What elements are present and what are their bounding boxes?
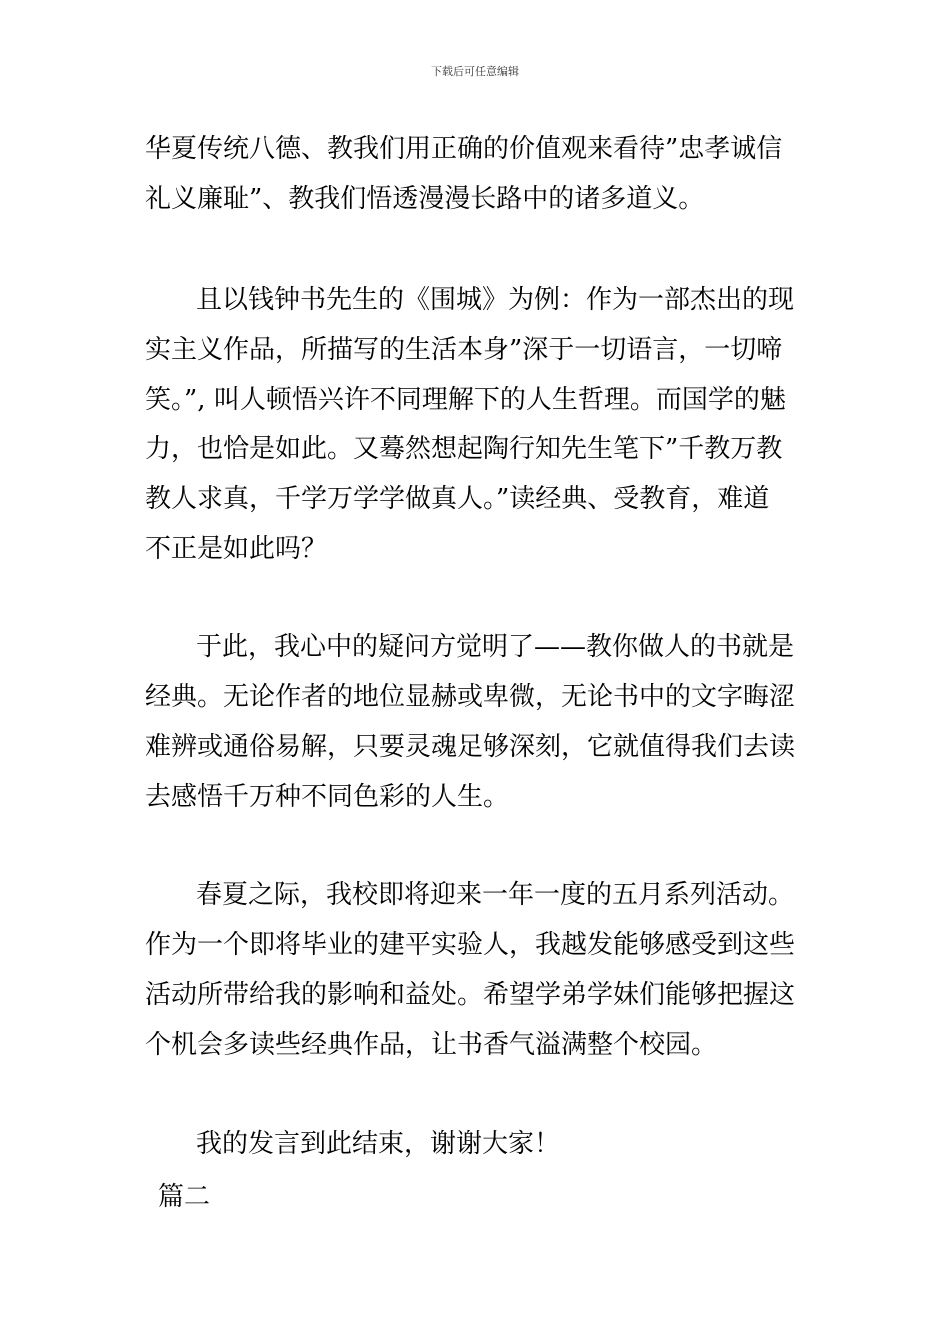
paragraph-3-line-1: 于此，我心中的疑问方觉明了——教你做人的书就是 (196, 632, 795, 662)
paragraph-2-line-6: 不正是如此吗？ (145, 534, 328, 564)
paragraph-2-line-5: 教人求真，千学万学学做真人。”读经典、受教育，难道 (145, 484, 770, 514)
paragraph-4-line-4: 个机会多读些经典作品，让书香气溢满整个校园。 (145, 1030, 718, 1060)
paragraph-1-line-2: 礼义廉耻”、教我们悟透漫漫长路中的诸多道义。 (145, 184, 705, 214)
page-header: 下载后可任意编辑 (431, 65, 519, 78)
paragraph-2-line-4: 力，也恰是如此。又蓦然想起陶行知先生笔下”千教万教 (145, 434, 783, 464)
paragraph-4-line-2: 作为一个即将毕业的建平实验人，我越发能够感受到这些 (145, 930, 796, 960)
paragraph-2-line-3: 笑。”, 叫人顿悟兴许不同理解下的人生哲理。而国学的魅 (145, 385, 786, 415)
paragraph-4-line-3: 活动所带给我的影响和益处。希望学弟学妹们能够把握这 (145, 980, 796, 1010)
section-heading: 篇二 (158, 1182, 211, 1212)
paragraph-5-line-1: 我的发言到此结束，谢谢大家！ (196, 1129, 561, 1159)
paragraph-2-line-1: 且以钱钟书先生的《围城》为例：作为一部杰出的现 (196, 285, 795, 315)
paragraph-3-line-2: 经典。无论作者的地位显赫或卑微，无论书中的文字晦涩 (145, 682, 796, 712)
paragraph-1-line-1: 华夏传统八德、教我们用正确的价值观来看待”忠孝诚信 (145, 134, 783, 164)
paragraph-3-line-4: 去感悟千万种不同色彩的人生。 (145, 782, 510, 812)
paragraph-4-line-1: 春夏之际，我校即将迎来一年一度的五月系列活动。 (196, 880, 795, 910)
paragraph-2-line-2: 实主义作品，所描写的生活本身”深于一切语言，一切啼 (145, 335, 783, 365)
paragraph-3-line-3: 难辨或通俗易解，只要灵魂足够深刻，它就值得我们去读 (145, 732, 796, 762)
